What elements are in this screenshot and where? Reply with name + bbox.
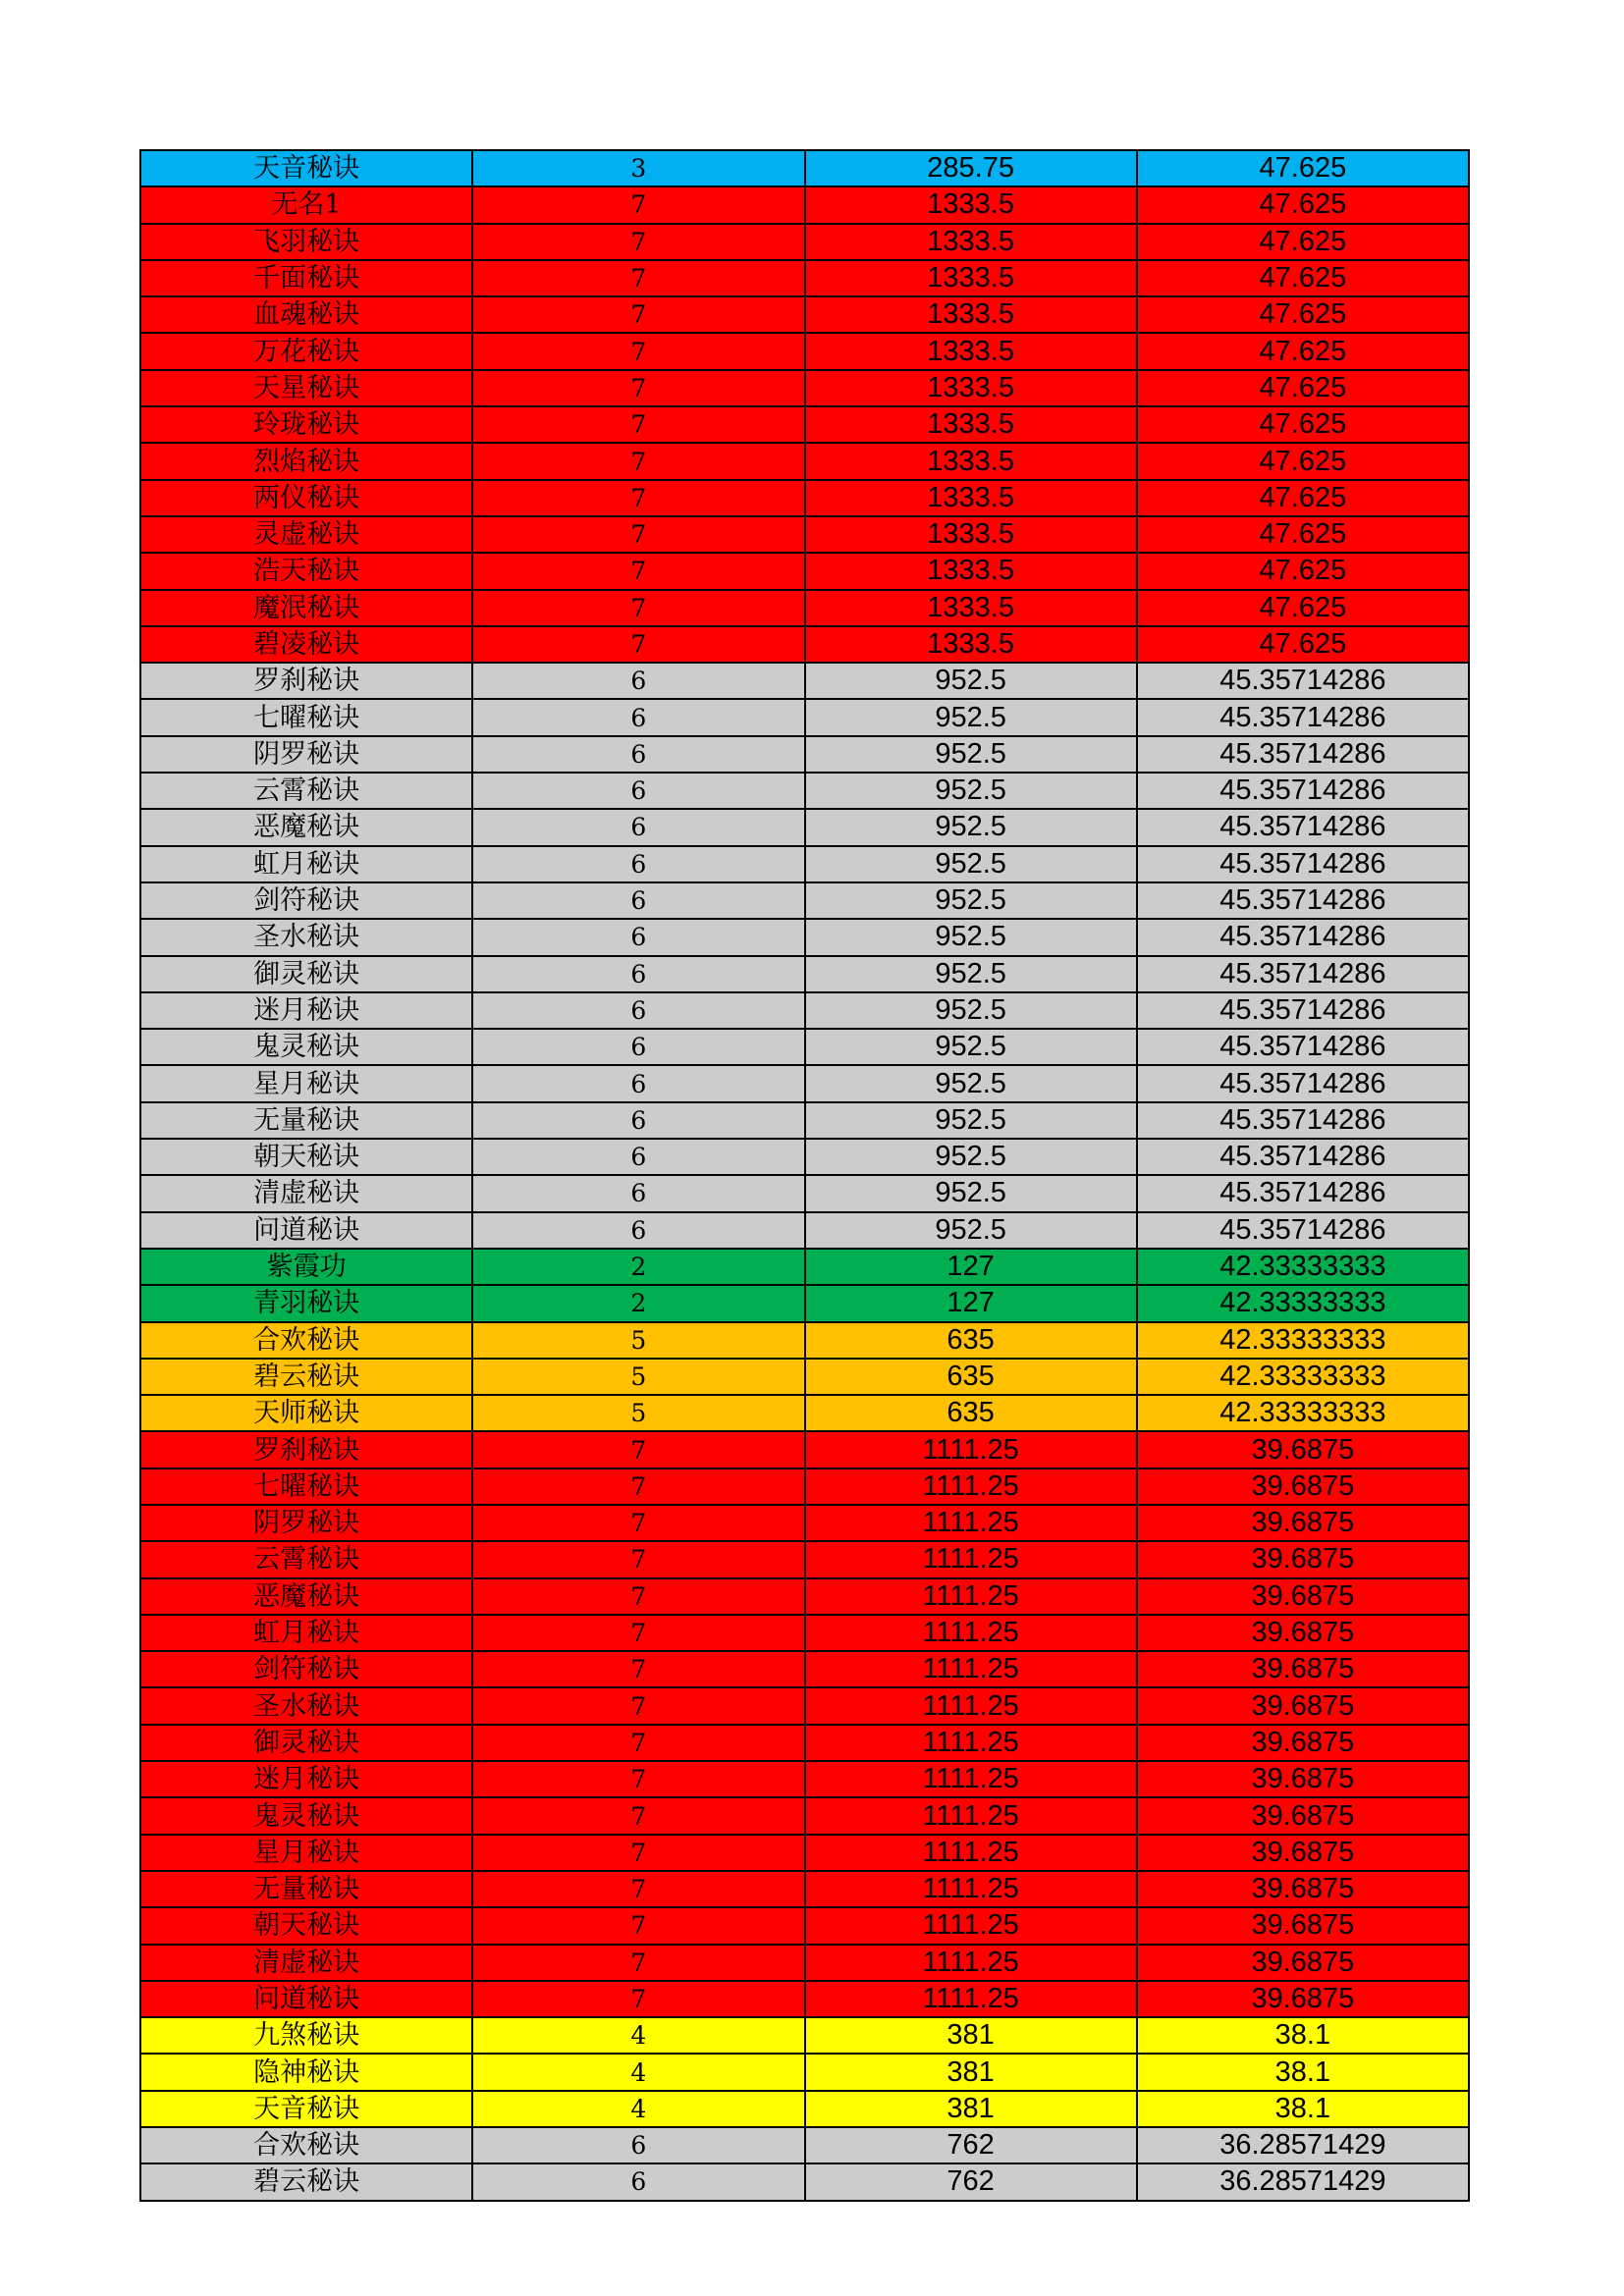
value-cell[interactable]: 952.5 bbox=[805, 1212, 1137, 1249]
name-cell[interactable]: 云霄秘诀 bbox=[140, 773, 472, 809]
name-cell[interactable]: 千面秘诀 bbox=[140, 260, 472, 296]
level-cell[interactable]: 4 bbox=[472, 2017, 804, 2054]
level-cell[interactable]: 6 bbox=[472, 956, 804, 992]
ratio-cell[interactable]: 47.625 bbox=[1137, 590, 1469, 626]
value-cell[interactable]: 1333.5 bbox=[805, 516, 1137, 553]
table-row bbox=[140, 296, 1469, 333]
ratio-cell[interactable]: 47.625 bbox=[1137, 296, 1469, 333]
name-cell[interactable]: 鬼灵秘诀 bbox=[140, 1029, 472, 1065]
table-row bbox=[140, 2127, 1469, 2163]
ratio-cell[interactable]: 47.625 bbox=[1137, 150, 1469, 187]
table-row bbox=[140, 1139, 1469, 1175]
level-cell[interactable]: 7 bbox=[472, 370, 804, 406]
table-row bbox=[140, 1249, 1469, 1285]
table-body bbox=[140, 150, 1469, 2201]
level-cell[interactable]: 6 bbox=[472, 1065, 804, 1101]
table-row bbox=[140, 919, 1469, 955]
ratio-cell[interactable]: 39.6875 bbox=[1137, 1725, 1469, 1761]
name-cell[interactable]: 合欢秘诀 bbox=[140, 2127, 472, 2163]
ratio-cell[interactable]: 45.35714286 bbox=[1137, 919, 1469, 955]
ratio-cell[interactable]: 47.625 bbox=[1137, 333, 1469, 369]
name-cell[interactable]: 合欢秘诀 bbox=[140, 1322, 472, 1359]
value-cell[interactable]: 1333.5 bbox=[805, 260, 1137, 296]
name-cell[interactable]: 隐神秘诀 bbox=[140, 2054, 472, 2090]
level-cell[interactable]: 7 bbox=[472, 1468, 804, 1505]
name-cell[interactable]: 七曜秘诀 bbox=[140, 1468, 472, 1505]
level-cell[interactable]: 2 bbox=[472, 1285, 804, 1321]
name-cell[interactable]: 天星秘诀 bbox=[140, 370, 472, 406]
value-cell[interactable]: 1111.25 bbox=[805, 1651, 1137, 1687]
ratio-cell[interactable]: 45.35714286 bbox=[1137, 1175, 1469, 1211]
ratio-cell[interactable]: 39.6875 bbox=[1137, 1945, 1469, 1981]
value-cell[interactable]: 1333.5 bbox=[805, 333, 1137, 369]
name-cell[interactable]: 无量秘诀 bbox=[140, 1102, 472, 1139]
level-cell[interactable]: 4 bbox=[472, 2054, 804, 2090]
name-cell[interactable]: 剑符秘诀 bbox=[140, 1651, 472, 1687]
level-cell[interactable]: 7 bbox=[472, 480, 804, 516]
level-cell[interactable]: 7 bbox=[472, 1907, 804, 1944]
ratio-cell[interactable]: 47.625 bbox=[1137, 260, 1469, 296]
value-cell[interactable]: 1111.25 bbox=[805, 1797, 1137, 1834]
value-cell[interactable]: 1111.25 bbox=[805, 1725, 1137, 1761]
table-row bbox=[140, 1578, 1469, 1615]
table-row bbox=[140, 1359, 1469, 1395]
level-cell[interactable]: 7 bbox=[472, 1505, 804, 1541]
ratio-cell[interactable]: 39.6875 bbox=[1137, 1615, 1469, 1651]
name-cell[interactable]: 迷月秘诀 bbox=[140, 992, 472, 1029]
value-cell[interactable]: 952.5 bbox=[805, 846, 1137, 882]
table-row bbox=[140, 809, 1469, 845]
level-cell[interactable]: 7 bbox=[472, 1651, 804, 1687]
table-row bbox=[140, 1981, 1469, 2017]
table-row bbox=[140, 1065, 1469, 1101]
level-cell[interactable]: 7 bbox=[472, 1871, 804, 1907]
table-row bbox=[140, 590, 1469, 626]
value-cell[interactable]: 1333.5 bbox=[805, 553, 1137, 589]
name-cell[interactable]: 天师秘诀 bbox=[140, 1395, 472, 1431]
table-row bbox=[140, 1687, 1469, 1724]
level-cell[interactable]: 7 bbox=[472, 1725, 804, 1761]
value-cell[interactable]: 1111.25 bbox=[805, 1907, 1137, 1944]
value-cell[interactable]: 1333.5 bbox=[805, 370, 1137, 406]
name-cell[interactable]: 清虚秘诀 bbox=[140, 1175, 472, 1211]
value-cell[interactable]: 1333.5 bbox=[805, 224, 1137, 260]
table-row bbox=[140, 1175, 1469, 1211]
table-row bbox=[140, 956, 1469, 992]
name-cell[interactable]: 恶魔秘诀 bbox=[140, 1578, 472, 1615]
level-cell[interactable]: 6 bbox=[472, 882, 804, 919]
table-row bbox=[140, 1322, 1469, 1359]
table-row bbox=[140, 626, 1469, 663]
level-cell[interactable]: 7 bbox=[472, 260, 804, 296]
value-cell[interactable]: 952.5 bbox=[805, 1102, 1137, 1139]
value-cell[interactable]: 1333.5 bbox=[805, 187, 1137, 223]
value-cell[interactable]: 1111.25 bbox=[805, 1835, 1137, 1871]
table-row bbox=[140, 150, 1469, 187]
table-row bbox=[140, 663, 1469, 699]
table-row bbox=[140, 1505, 1469, 1541]
level-cell[interactable]: 7 bbox=[472, 1981, 804, 2017]
value-cell[interactable]: 1111.25 bbox=[805, 1945, 1137, 1981]
table-row bbox=[140, 1468, 1469, 1505]
level-cell[interactable]: 7 bbox=[472, 443, 804, 479]
ratio-cell[interactable]: 45.35714286 bbox=[1137, 1102, 1469, 1139]
ratio-cell[interactable]: 36.28571429 bbox=[1137, 2127, 1469, 2163]
ratio-cell[interactable]: 45.35714286 bbox=[1137, 809, 1469, 845]
ratio-cell[interactable]: 45.35714286 bbox=[1137, 736, 1469, 773]
ratio-cell[interactable]: 47.625 bbox=[1137, 443, 1469, 479]
name-cell[interactable]: 无名1 bbox=[140, 187, 472, 223]
value-cell[interactable]: 952.5 bbox=[805, 1065, 1137, 1101]
name-cell[interactable]: 玲珑秘诀 bbox=[140, 406, 472, 443]
value-cell[interactable]: 952.5 bbox=[805, 956, 1137, 992]
ratio-cell[interactable]: 47.625 bbox=[1137, 553, 1469, 589]
value-cell[interactable]: 952.5 bbox=[805, 1029, 1137, 1065]
ratio-cell[interactable]: 47.625 bbox=[1137, 480, 1469, 516]
table-row bbox=[140, 1431, 1469, 1468]
level-cell[interactable]: 7 bbox=[472, 1615, 804, 1651]
level-cell[interactable]: 6 bbox=[472, 2163, 804, 2200]
level-cell[interactable]: 7 bbox=[472, 1578, 804, 1615]
value-cell[interactable]: 1111.25 bbox=[805, 1431, 1137, 1468]
level-cell[interactable]: 6 bbox=[472, 846, 804, 882]
ratio-cell[interactable]: 39.6875 bbox=[1137, 1505, 1469, 1541]
name-cell[interactable]: 星月秘诀 bbox=[140, 1835, 472, 1871]
ratio-cell[interactable]: 42.33333333 bbox=[1137, 1359, 1469, 1395]
table-row bbox=[140, 1029, 1469, 1065]
value-cell[interactable]: 635 bbox=[805, 1359, 1137, 1395]
value-cell[interactable]: 1111.25 bbox=[805, 1468, 1137, 1505]
level-cell[interactable]: 6 bbox=[472, 1139, 804, 1175]
name-cell[interactable]: 天音秘诀 bbox=[140, 150, 472, 187]
ratio-cell[interactable]: 47.625 bbox=[1137, 516, 1469, 553]
level-cell[interactable]: 5 bbox=[472, 1395, 804, 1431]
ratio-cell[interactable]: 45.35714286 bbox=[1137, 773, 1469, 809]
table-row bbox=[140, 1945, 1469, 1981]
name-cell[interactable]: 青羽秘诀 bbox=[140, 1285, 472, 1321]
name-cell[interactable]: 朝天秘诀 bbox=[140, 1139, 472, 1175]
name-cell[interactable]: 清虚秘诀 bbox=[140, 1945, 472, 1981]
name-cell[interactable]: 虹月秘诀 bbox=[140, 1615, 472, 1651]
table-row bbox=[140, 1615, 1469, 1651]
value-cell[interactable]: 1111.25 bbox=[805, 1761, 1137, 1797]
table-row bbox=[140, 443, 1469, 479]
table-row bbox=[140, 846, 1469, 882]
table-row bbox=[140, 882, 1469, 919]
name-cell[interactable]: 问道秘诀 bbox=[140, 1212, 472, 1249]
value-cell[interactable]: 762 bbox=[805, 2163, 1137, 2200]
level-cell[interactable]: 6 bbox=[472, 773, 804, 809]
name-cell[interactable]: 御灵秘诀 bbox=[140, 956, 472, 992]
table-row bbox=[140, 2017, 1469, 2054]
ratio-cell[interactable]: 38.1 bbox=[1137, 2054, 1469, 2090]
table-row bbox=[140, 1761, 1469, 1797]
table-row bbox=[140, 2163, 1469, 2200]
level-cell[interactable]: 7 bbox=[472, 1835, 804, 1871]
table-row bbox=[140, 1395, 1469, 1431]
ratio-cell[interactable]: 45.35714286 bbox=[1137, 992, 1469, 1029]
ratio-cell[interactable]: 39.6875 bbox=[1137, 1981, 1469, 2017]
value-cell[interactable]: 952.5 bbox=[805, 736, 1137, 773]
value-cell[interactable]: 1111.25 bbox=[805, 1505, 1137, 1541]
table-row bbox=[140, 406, 1469, 443]
value-cell[interactable]: 1333.5 bbox=[805, 626, 1137, 663]
level-cell[interactable]: 7 bbox=[472, 1797, 804, 1834]
table-row bbox=[140, 480, 1469, 516]
ratio-cell[interactable]: 45.35714286 bbox=[1137, 1029, 1469, 1065]
name-cell[interactable]: 罗刹秘诀 bbox=[140, 1431, 472, 1468]
ratio-cell[interactable]: 39.6875 bbox=[1137, 1797, 1469, 1834]
ratio-cell[interactable]: 38.1 bbox=[1137, 2017, 1469, 2054]
value-cell[interactable]: 127 bbox=[805, 1285, 1137, 1321]
table-row bbox=[140, 773, 1469, 809]
name-cell[interactable]: 圣水秘诀 bbox=[140, 919, 472, 955]
ratio-cell[interactable]: 39.6875 bbox=[1137, 1835, 1469, 1871]
table-row bbox=[140, 699, 1469, 735]
level-cell[interactable]: 6 bbox=[472, 699, 804, 735]
name-cell[interactable]: 恶魔秘诀 bbox=[140, 809, 472, 845]
ratio-cell[interactable]: 45.35714286 bbox=[1137, 699, 1469, 735]
name-cell[interactable]: 圣水秘诀 bbox=[140, 1687, 472, 1724]
level-cell[interactable]: 7 bbox=[472, 1541, 804, 1577]
table-row bbox=[140, 1285, 1469, 1321]
table-row bbox=[140, 553, 1469, 589]
level-cell[interactable]: 7 bbox=[472, 1761, 804, 1797]
table-row bbox=[140, 333, 1469, 369]
value-cell[interactable]: 1111.25 bbox=[805, 1615, 1137, 1651]
ratio-cell[interactable]: 45.35714286 bbox=[1137, 1139, 1469, 1175]
level-cell[interactable]: 6 bbox=[472, 736, 804, 773]
level-cell[interactable]: 4 bbox=[472, 2091, 804, 2127]
level-cell[interactable]: 6 bbox=[472, 1029, 804, 1065]
ratio-cell[interactable]: 47.625 bbox=[1137, 406, 1469, 443]
level-cell[interactable]: 7 bbox=[472, 553, 804, 589]
spreadsheet-table bbox=[139, 149, 1470, 2202]
name-cell[interactable]: 血魂秘诀 bbox=[140, 296, 472, 333]
name-cell[interactable]: 碧凌秘诀 bbox=[140, 626, 472, 663]
table-row bbox=[140, 516, 1469, 553]
ratio-cell[interactable]: 45.35714286 bbox=[1137, 663, 1469, 699]
name-cell[interactable]: 云霄秘诀 bbox=[140, 1541, 472, 1577]
value-cell[interactable]: 952.5 bbox=[805, 919, 1137, 955]
value-cell[interactable]: 952.5 bbox=[805, 773, 1137, 809]
ratio-cell[interactable]: 42.33333333 bbox=[1137, 1285, 1469, 1321]
table-row bbox=[140, 1871, 1469, 1907]
level-cell[interactable]: 7 bbox=[472, 187, 804, 223]
table-row bbox=[140, 1907, 1469, 1944]
level-cell[interactable]: 5 bbox=[472, 1359, 804, 1395]
ratio-cell[interactable]: 39.6875 bbox=[1137, 1907, 1469, 1944]
value-cell[interactable]: 1111.25 bbox=[805, 1687, 1137, 1724]
level-cell[interactable]: 2 bbox=[472, 1249, 804, 1285]
value-cell[interactable]: 1333.5 bbox=[805, 480, 1137, 516]
level-cell[interactable]: 5 bbox=[472, 1322, 804, 1359]
table-row bbox=[140, 1651, 1469, 1687]
name-cell[interactable]: 紫霞功 bbox=[140, 1249, 472, 1285]
ratio-cell[interactable]: 45.35714286 bbox=[1137, 1065, 1469, 1101]
ratio-cell[interactable]: 36.28571429 bbox=[1137, 2163, 1469, 2200]
level-cell[interactable]: 6 bbox=[472, 992, 804, 1029]
name-cell[interactable]: 阴罗秘诀 bbox=[140, 736, 472, 773]
level-cell[interactable]: 7 bbox=[472, 1431, 804, 1468]
value-cell[interactable]: 635 bbox=[805, 1395, 1137, 1431]
ratio-cell[interactable]: 45.35714286 bbox=[1137, 956, 1469, 992]
value-cell[interactable]: 635 bbox=[805, 1322, 1137, 1359]
level-cell[interactable]: 6 bbox=[472, 809, 804, 845]
name-cell[interactable]: 无量秘诀 bbox=[140, 1871, 472, 1907]
name-cell[interactable]: 浩天秘诀 bbox=[140, 553, 472, 589]
level-cell[interactable]: 7 bbox=[472, 296, 804, 333]
value-cell[interactable]: 952.5 bbox=[805, 992, 1137, 1029]
name-cell[interactable]: 朝天秘诀 bbox=[140, 1907, 472, 1944]
ratio-cell[interactable]: 39.6875 bbox=[1137, 1651, 1469, 1687]
ratio-cell[interactable]: 39.6875 bbox=[1137, 1468, 1469, 1505]
ratio-cell[interactable]: 39.6875 bbox=[1137, 1687, 1469, 1724]
level-cell[interactable]: 6 bbox=[472, 1175, 804, 1211]
name-cell[interactable]: 烈焰秘诀 bbox=[140, 443, 472, 479]
name-cell[interactable]: 魔泯秘诀 bbox=[140, 590, 472, 626]
level-cell[interactable]: 6 bbox=[472, 1102, 804, 1139]
level-cell[interactable]: 7 bbox=[472, 1687, 804, 1724]
value-cell[interactable]: 952.5 bbox=[805, 1139, 1137, 1175]
name-cell[interactable]: 御灵秘诀 bbox=[140, 1725, 472, 1761]
level-cell[interactable]: 6 bbox=[472, 919, 804, 955]
ratio-cell[interactable]: 45.35714286 bbox=[1137, 1212, 1469, 1249]
table-row bbox=[140, 1212, 1469, 1249]
value-cell[interactable]: 285.75 bbox=[805, 150, 1137, 187]
level-cell[interactable]: 7 bbox=[472, 1945, 804, 1981]
table-row bbox=[140, 1102, 1469, 1139]
table-row bbox=[140, 1541, 1469, 1577]
name-cell[interactable]: 鬼灵秘诀 bbox=[140, 1797, 472, 1834]
name-cell[interactable]: 万花秘诀 bbox=[140, 333, 472, 369]
level-cell[interactable]: 6 bbox=[472, 2127, 804, 2163]
value-cell[interactable]: 381 bbox=[805, 2054, 1137, 2090]
name-cell[interactable]: 星月秘诀 bbox=[140, 1065, 472, 1101]
level-cell[interactable]: 7 bbox=[472, 516, 804, 553]
ratio-cell[interactable]: 47.625 bbox=[1137, 187, 1469, 223]
level-cell[interactable]: 7 bbox=[472, 590, 804, 626]
level-cell[interactable]: 7 bbox=[472, 224, 804, 260]
table-row bbox=[140, 1725, 1469, 1761]
table-row bbox=[140, 736, 1469, 773]
level-cell[interactable]: 7 bbox=[472, 626, 804, 663]
value-cell[interactable]: 127 bbox=[805, 1249, 1137, 1285]
name-cell[interactable]: 碧云秘诀 bbox=[140, 2163, 472, 2200]
table-row bbox=[140, 1835, 1469, 1871]
name-cell[interactable]: 七曜秘诀 bbox=[140, 699, 472, 735]
ratio-cell[interactable]: 39.6875 bbox=[1137, 1761, 1469, 1797]
ratio-cell[interactable]: 47.625 bbox=[1137, 626, 1469, 663]
name-cell[interactable]: 灵虚秘诀 bbox=[140, 516, 472, 553]
name-cell[interactable]: 九煞秘诀 bbox=[140, 2017, 472, 2054]
name-cell[interactable]: 两仪秘诀 bbox=[140, 480, 472, 516]
ratio-cell[interactable]: 42.33333333 bbox=[1137, 1322, 1469, 1359]
value-cell[interactable]: 952.5 bbox=[805, 809, 1137, 845]
name-cell[interactable]: 飞羽秘诀 bbox=[140, 224, 472, 260]
value-cell[interactable]: 1333.5 bbox=[805, 443, 1137, 479]
name-cell[interactable]: 天音秘诀 bbox=[140, 2091, 472, 2127]
value-cell[interactable]: 1111.25 bbox=[805, 1578, 1137, 1615]
value-cell[interactable]: 1111.25 bbox=[805, 1981, 1137, 2017]
ratio-cell[interactable]: 45.35714286 bbox=[1137, 846, 1469, 882]
value-cell[interactable]: 1333.5 bbox=[805, 296, 1137, 333]
table-row bbox=[140, 2054, 1469, 2090]
table-row bbox=[140, 187, 1469, 223]
level-cell[interactable]: 6 bbox=[472, 1212, 804, 1249]
value-cell[interactable]: 1333.5 bbox=[805, 406, 1137, 443]
table-row bbox=[140, 224, 1469, 260]
table-row bbox=[140, 1797, 1469, 1834]
value-cell[interactable]: 952.5 bbox=[805, 663, 1137, 699]
ratio-cell[interactable]: 39.6875 bbox=[1137, 1541, 1469, 1577]
level-cell[interactable]: 6 bbox=[472, 663, 804, 699]
ratio-cell[interactable]: 38.1 bbox=[1137, 2091, 1469, 2127]
ratio-cell[interactable]: 42.33333333 bbox=[1137, 1249, 1469, 1285]
name-cell[interactable]: 碧云秘诀 bbox=[140, 1359, 472, 1395]
ratio-cell[interactable]: 42.33333333 bbox=[1137, 1395, 1469, 1431]
value-cell[interactable]: 1111.25 bbox=[805, 1541, 1137, 1577]
table-row bbox=[140, 370, 1469, 406]
name-cell[interactable]: 虹月秘诀 bbox=[140, 846, 472, 882]
name-cell[interactable]: 剑符秘诀 bbox=[140, 882, 472, 919]
ratio-cell[interactable]: 39.6875 bbox=[1137, 1578, 1469, 1615]
value-cell[interactable]: 762 bbox=[805, 2127, 1137, 2163]
value-cell[interactable]: 381 bbox=[805, 2091, 1137, 2127]
level-cell[interactable]: 7 bbox=[472, 333, 804, 369]
value-cell[interactable]: 952.5 bbox=[805, 882, 1137, 919]
ratio-cell[interactable]: 39.6875 bbox=[1137, 1431, 1469, 1468]
name-cell[interactable]: 罗刹秘诀 bbox=[140, 663, 472, 699]
ratio-cell[interactable]: 47.625 bbox=[1137, 370, 1469, 406]
level-cell[interactable]: 7 bbox=[472, 406, 804, 443]
value-cell[interactable]: 952.5 bbox=[805, 699, 1137, 735]
value-cell[interactable]: 1111.25 bbox=[805, 1871, 1137, 1907]
ratio-cell[interactable]: 45.35714286 bbox=[1137, 882, 1469, 919]
table-row bbox=[140, 2091, 1469, 2127]
name-cell[interactable]: 问道秘诀 bbox=[140, 1981, 472, 2017]
ratio-cell[interactable]: 47.625 bbox=[1137, 224, 1469, 260]
ratio-cell[interactable]: 39.6875 bbox=[1137, 1871, 1469, 1907]
value-cell[interactable]: 381 bbox=[805, 2017, 1137, 2054]
name-cell[interactable]: 迷月秘诀 bbox=[140, 1761, 472, 1797]
table-row bbox=[140, 992, 1469, 1029]
value-cell[interactable]: 1333.5 bbox=[805, 590, 1137, 626]
name-cell[interactable]: 阴罗秘诀 bbox=[140, 1505, 472, 1541]
value-cell[interactable]: 952.5 bbox=[805, 1175, 1137, 1211]
table-row bbox=[140, 260, 1469, 296]
level-cell[interactable]: 3 bbox=[472, 150, 804, 187]
